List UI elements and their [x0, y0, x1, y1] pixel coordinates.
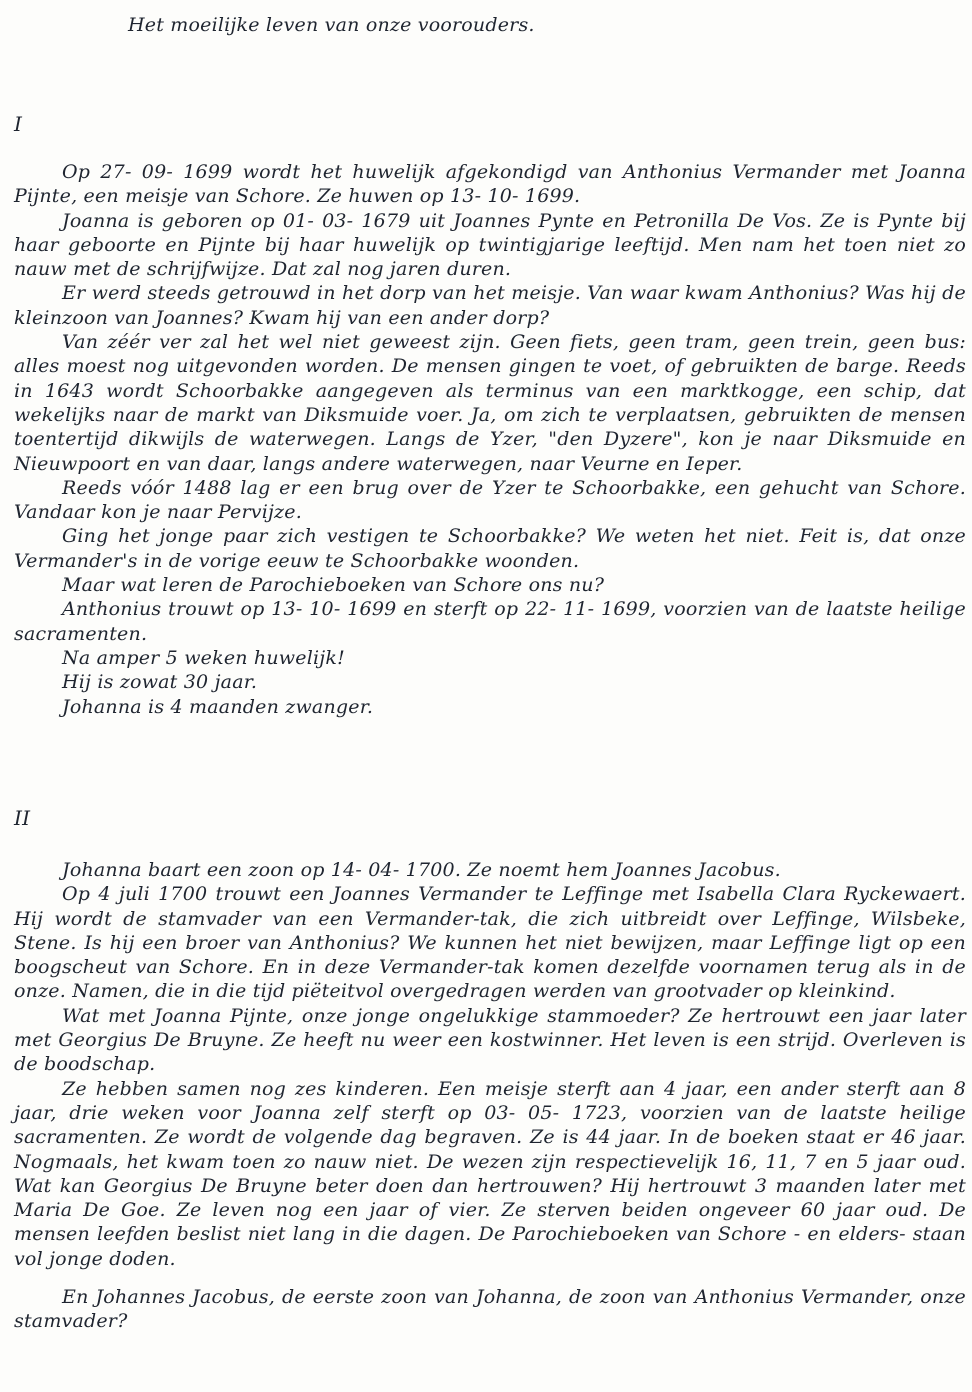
paragraph: Reeds vóór 1488 lag er een brug over de Yzer te Schoorbakke, een gehucht van Schore. Vandaar kon je naar Pervijze.: [14, 476, 966, 524]
document-title: Het moeilijke leven van onze voorouders.: [128, 14, 535, 36]
paragraph: Maar wat leren de Parochieboeken van Schore ons nu?: [62, 574, 605, 597]
paragraph: Anthonius trouwt op 13- 10- 1699 en sterft op 22- 11- 1699, voorzien van de laatste heilige sacramenten.: [14, 598, 966, 645]
paragraph: Joanna is geboren op 01- 03- 1679 uit Joannes Pynte en Petronilla De Vos. Ze is Pynte bij haar geboorte en Pijnte bij haar huwelijk op twintigjarige leeftijd. Men nam het toen niet zo nauw met de schrijfwijze. Dat zal nog jaren duren.: [14, 209, 966, 281]
paragraph: Johanna baart een zoon op 14- 04- 1700. Ze noemt hem Joannes Jacobus.: [62, 859, 781, 881]
paragraph: En Johannes Jacobus, de eerste zoon van Johanna, de zoon van Anthonius Vermander, onze stamvader?: [14, 1286, 966, 1333]
paragraph: Op 4 juli 1700 trouwt een Joannes Vermander te Leffinge met Isabella Clara Ryckewaert. Hij wordt de stamvader van een Vermander-tak, die zich uitbreidt over Leffinge, Wilsbeke, Stene. Is hij een broer van Anthonius? We kunnen het niet bewijzen, maar Leffinge ligt op een boogscheut van Schore. En in deze Vermander-tak komen dezelfde voornamen terug als in de onze. Namen, die in die tijd piëteitvol overgedragen werden van grootvader op kleinkind.: [14, 883, 966, 1003]
paragraph: Ze hebben samen nog zes kinderen. Een meisje sterft aan 4 jaar, een ander sterft aan 8 jaar, drie weken voor Joanna zelf sterft op 03- 05- 1723, voorzien van de laatste heilige sacramenten. Ze wordt de volgende dag begraven. Ze is 44 jaar. In de boeken staat er 46 jaar. Nogmaals, het kwam toen zo nauw niet. De wezen zijn respectievelijk 16, 11, 7 en 5 jaar oud. Wat kan Georgius De Bruyne beter doen dan hertrouwen? Hij hertrouwt 3 maanden later met Maria De Goe. Ze leven nog een jaar of vier. Ze sterven beiden ongeveer 60 jaar oud. De mensen leefden beslist niet lang in die dagen. De Parochieboeken van Schore - en elders- staan vol jonge doden.: [14, 1077, 966, 1270]
paragraph: Johanna is 4 maanden zwanger.: [62, 695, 374, 718]
paragraph: Op 27- 09- 1699 wordt het huwelijk afgekondigd van Anthonius Vermander met Joanna Pijnte, een meisje van Schore. Ze huwen op 13- 10- 1699.: [14, 161, 966, 208]
section-1-body: [14, 160, 966, 719]
paragraph: Na amper 5 weken huwelijk!: [62, 646, 345, 669]
paragraph: Wat met Joanna Pijnte, onze jonge ongelukkige stammoeder? Ze hertrouwt een jaar later met Georgius De Bruyne. Ze heeft nu weer een kostwinner. Het leven is een strijd. Overleven is de boodschap.: [14, 1004, 966, 1076]
section-2-body: [14, 858, 966, 1334]
section-number-1: I: [14, 112, 23, 136]
paragraph: Van zéér ver zal het wel niet geweest zijn. Geen fiets, geen tram, geen trein, geen bus: alles moest nog uitgevonden worden. De mensen gingen te voet, of gebruikten de barge. Reeds in 1643 wordt Schoorbakke aangegeven als terminus van een marktkogge, een schip, dat wekelijks naar de markt van Diksmuide voer. Ja, om zich te verplaatsen, gebruikten de mensen toentertijd dikwijls de waterwegen. Langs de Yzer, "den Dyzere", kon je naar Diksmuide en Nieuwpoort en van daar, langs andere waterwegen, naar Veurne en Ieper.: [14, 331, 966, 475]
section-number-2: II: [14, 806, 31, 830]
paragraph: Er werd steeds getrouwd in het dorp van het meisje. Van waar kwam Anthonius? Was hij de kleinzoon van Joannes? Kwam hij van een ander dorp?: [14, 282, 966, 329]
paragraph: Hij is zowat 30 jaar.: [62, 671, 258, 694]
paragraph: Ging het jonge paar zich vestigen te Schoorbakke? We weten het niet. Feit is, dat onze Vermander's in de vorige eeuw te Schoorbakke woonden.: [14, 525, 966, 572]
